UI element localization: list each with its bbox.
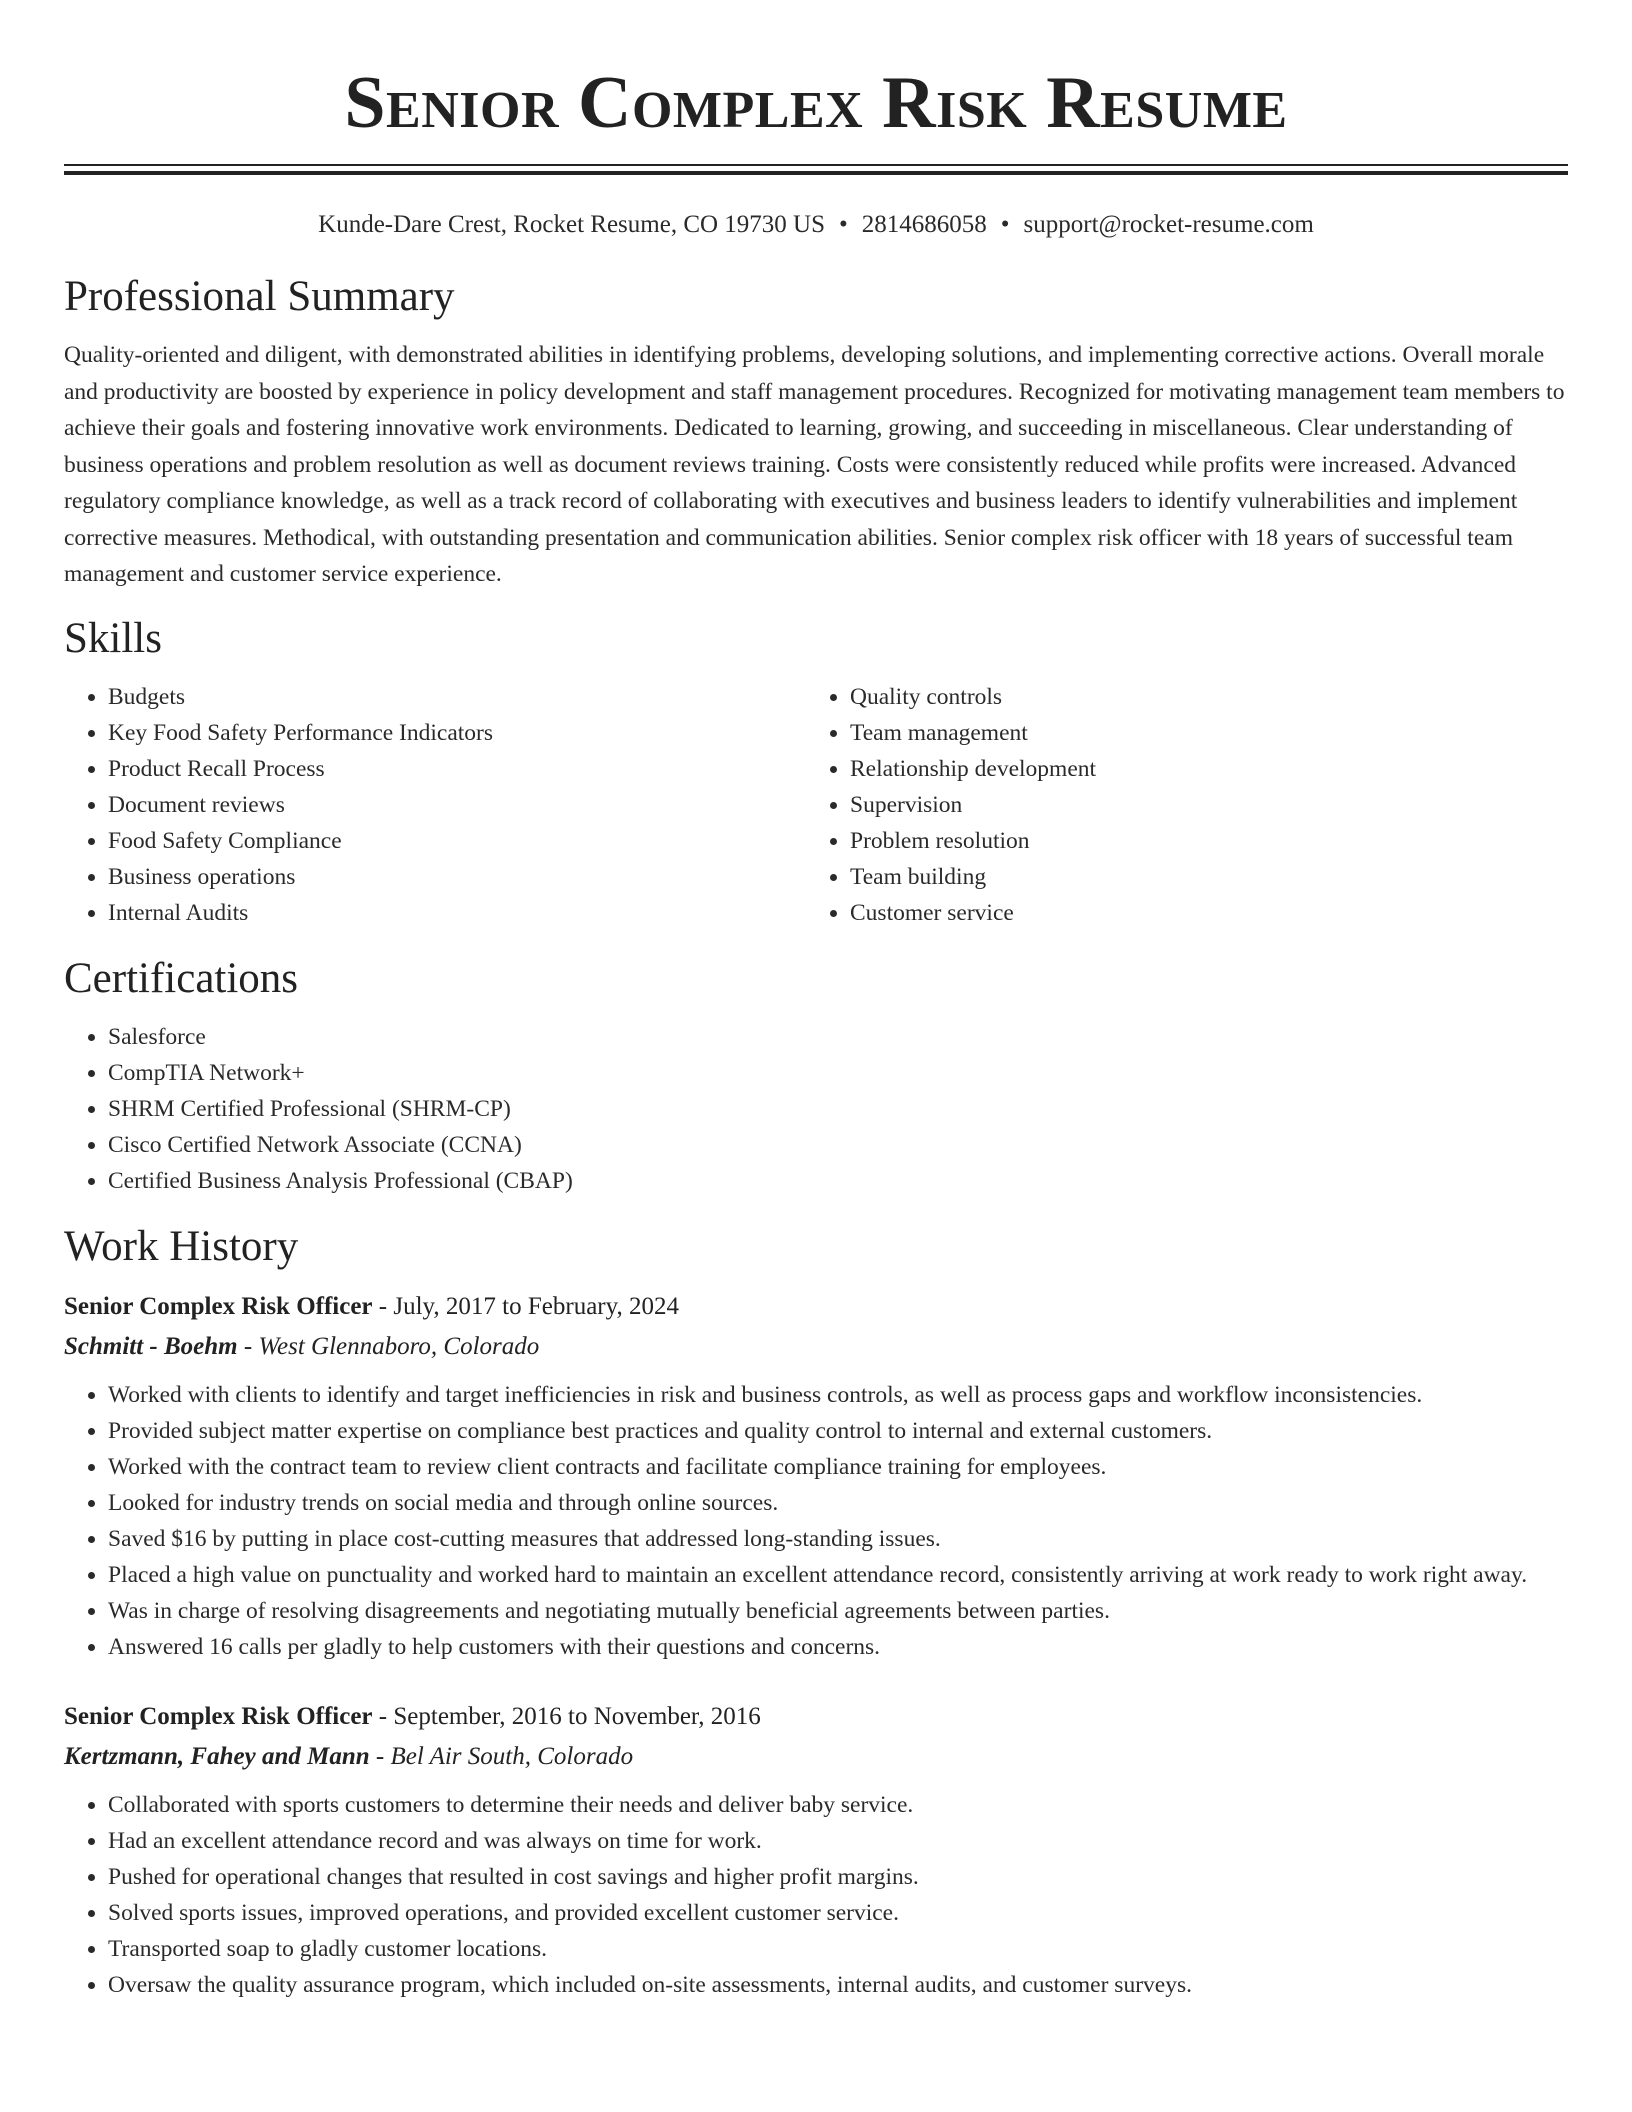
skill-item: • Product Recall Process	[108, 751, 806, 787]
job-location: Bel Air South, Colorado	[390, 1742, 634, 1770]
job-bullet: • Was in charge of resolving disagreements and negotiating mutually beneficial agreements between parties.	[108, 1593, 1568, 1629]
job-company: Schmitt - Boehm	[64, 1332, 238, 1360]
job-dash: -	[237, 1332, 259, 1360]
job-dash: -	[372, 1292, 394, 1320]
certification-item: • Cisco Certified Network Associate (CCNA)	[108, 1127, 1568, 1163]
skill-item: • Document reviews	[108, 787, 806, 823]
certifications-heading: Certifications	[64, 954, 299, 1002]
contact-separator: •	[839, 211, 848, 238]
skill-item: • Relationship development	[850, 751, 1548, 787]
certification-item: • Certified Business Analysis Professional (CBAP)	[108, 1163, 1568, 1199]
job-bullet: • Collaborated with sports customers to determine their needs and deliver baby service.	[108, 1787, 1568, 1823]
title-divider-thin	[64, 164, 1568, 166]
contact-line	[64, 209, 1568, 241]
skills-list-right	[806, 679, 1548, 931]
job-dash: -	[369, 1742, 391, 1770]
skill-item: • Team management	[850, 715, 1548, 751]
resume-title: Senior Complex Risk Resume	[344, 62, 1288, 144]
summary-heading: Professional Summary	[64, 273, 455, 320]
job-bullet: • Worked with the contract team to review client contracts and facilitate compliance training for employees.	[108, 1449, 1568, 1485]
job-bullet-list	[64, 1787, 1568, 2003]
skill-item: • Business operations	[108, 859, 806, 895]
contact-email: support@rocket-resume.com	[1023, 211, 1314, 238]
certifications-list	[64, 1019, 1568, 1199]
job-entry	[64, 1287, 1568, 1665]
skill-item: • Internal Audits	[108, 895, 806, 931]
summary-text: Quality-oriented and diligent, with demonstrated abilities in identifying problems, developing solutions, and implementing corrective actions. Overall morale and productivity are boosted by experience in policy development and staff management procedures. Recognized for motivating management team members to achieve their goals and fostering innovative work environments. Dedicated to learning, growing, and succeeding in miscellaneous. Clear understanding of business operations and problem resolution as well as document reviews training. Costs were consistently reduced while profits were increased. Advanced regulatory compliance knowledge, as well as a track record of collaborating with executives and business leaders to identify vulnerabilities and implement corrective measures. Methodical, with outstanding presentation and communication abilities. Senior complex risk officer with 18 years of successful team management and customer service experience.	[64, 342, 1565, 587]
contact-phone: 2814686058	[861, 211, 987, 238]
job-title: Senior Complex Risk Officer	[64, 1702, 373, 1730]
contact-separator: •	[1000, 211, 1010, 238]
certification-item: • SHRM Certified Professional (SHRM-CP)	[108, 1091, 1568, 1127]
job-bullet: • Provided subject matter expertise on compliance best practices and quality control to internal and external customers.	[108, 1413, 1568, 1449]
skill-item: • Supervision	[850, 787, 1548, 823]
job-entry	[64, 1697, 1568, 2003]
skill-item: • Key Food Safety Performance Indicators	[108, 715, 806, 751]
contact-address: Kunde-Dare Crest, Rocket Resume, CO 19730 US	[318, 211, 826, 238]
resume-page	[64, 0, 1568, 2003]
job-dates: September, 2016 to November, 2016	[393, 1702, 761, 1730]
job-bullet: • Had an excellent attendance record and was always on time for work.	[108, 1823, 1568, 1859]
job-bullet: • Oversaw the quality assurance program, which included on-site assessments, internal audits, and customer surveys.	[108, 1967, 1568, 2003]
skills-grid	[64, 679, 1568, 931]
job-bullet: • Looked for industry trends on social media and through online sources.	[108, 1485, 1568, 1521]
skill-item: • Budgets	[108, 679, 806, 715]
skill-item: • Quality controls	[850, 679, 1548, 715]
job-bullet: • Saved $16 by putting in place cost-cutting measures that addressed long-standing issues.	[108, 1521, 1568, 1557]
job-location: West Glennaboro, Colorado	[258, 1332, 540, 1360]
title-divider-thick	[64, 171, 1568, 175]
skills-column-left	[64, 679, 806, 931]
work-history-heading: Work History	[64, 1222, 299, 1270]
skill-item: • Customer service	[850, 895, 1548, 931]
job-bullet: • Transported soap to gladly customer locations.	[108, 1931, 1568, 1967]
job-bullet-list	[64, 1377, 1568, 1665]
skill-item: • Problem resolution	[850, 823, 1548, 859]
job-title-line	[64, 1697, 1568, 1737]
skill-item: • Team building	[850, 859, 1548, 895]
job-dash: -	[372, 1702, 394, 1730]
job-bullet: • Placed a high value on punctuality and worked hard to maintain an excellent attendance record, consistently arriving at work ready to work right away.	[108, 1557, 1568, 1593]
job-company: Kertzmann, Fahey and Mann	[64, 1742, 370, 1770]
job-company-line	[64, 1737, 1568, 1777]
job-dates: July, 2017 to February, 2024	[393, 1292, 679, 1320]
certification-item: • CompTIA Network+	[108, 1055, 1568, 1091]
skill-item: • Food Safety Compliance	[108, 823, 806, 859]
job-company-line	[64, 1327, 1568, 1367]
job-bullet: • Pushed for operational changes that resulted in cost savings and higher profit margins.	[108, 1859, 1568, 1895]
job-title: Senior Complex Risk Officer	[64, 1292, 373, 1320]
job-bullet: • Worked with clients to identify and target inefficiencies in risk and business controls, as well as process gaps and workflow inconsistencies.	[108, 1377, 1568, 1413]
job-bullet: • Solved sports issues, improved operations, and provided excellent customer service.	[108, 1895, 1568, 1931]
skills-column-right	[806, 679, 1548, 931]
job-title-line	[64, 1287, 1568, 1327]
certification-item: • Salesforce	[108, 1019, 1568, 1055]
skills-heading: Skills	[64, 614, 162, 662]
job-bullet: • Answered 16 calls per gladly to help customers with their questions and concerns.	[108, 1629, 1568, 1665]
skills-list-left	[64, 679, 806, 931]
